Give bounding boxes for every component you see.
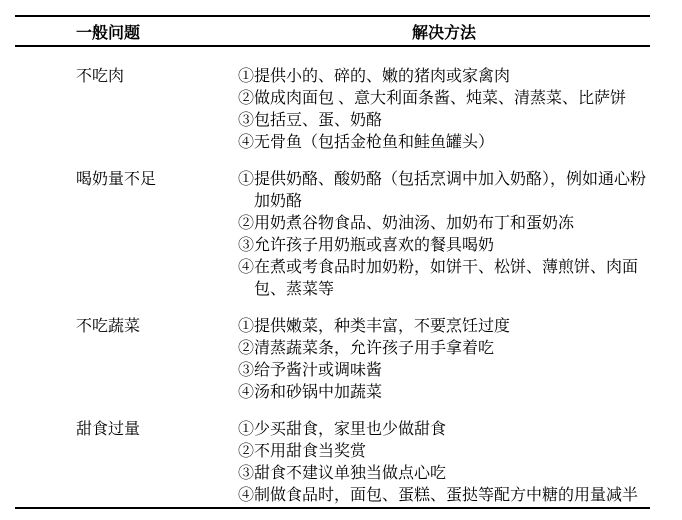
table-row (15, 169, 650, 301)
solution-line: ①提供小的、碎的、嫩的猪肉或家禽肉 (238, 68, 511, 85)
problem-cell: 不吃肉 (76, 68, 125, 85)
solutions-cell (238, 316, 650, 404)
solutions-cell (238, 66, 650, 154)
solution-line: ①提供嫩菜，种类丰富，不要烹饪过度 (238, 318, 511, 335)
table-body (15, 47, 650, 507)
solution-line: ②做成肉面包 、意大利面条酱、炖菜、清蒸菜、比萨饼 (238, 90, 627, 107)
solution-line: ③甜食不建议单独当做点心吃 (238, 465, 447, 482)
solution-line: ①提供奶酪、酸奶酪（包括烹调中加入奶酪），例如通心粉加奶酪 (238, 171, 647, 210)
solution-line: ④无骨鱼（包括金枪鱼和鲑鱼罐头） (238, 134, 495, 151)
problem-cell: 甜食过量 (76, 421, 141, 438)
solution-line: ①少买甜食，家里也少做甜食 (238, 421, 447, 438)
solution-line: ④汤和砂锅中加蔬菜 (238, 384, 383, 401)
solution-line: ③包括豆、蛋、奶酪 (238, 112, 383, 129)
solution-line: ③允许孩子用奶瓶或喜欢的餐具喝奶 (238, 237, 495, 254)
solution-line: ②清蒸蔬菜条，允许孩子用手拿着吃 (238, 340, 495, 357)
header-problem: 一般问题 (76, 24, 141, 42)
solutions-cell (238, 419, 650, 507)
table-row (15, 66, 650, 154)
solution-line: ②用奶煮谷物食品、奶油汤、加奶布丁和蛋奶冻 (238, 215, 575, 232)
solution-line: ④在煮或考食品时加奶粉，如饼干、松饼、薄煎饼、肉面包、蒸菜等 (238, 259, 639, 298)
solutions-cell (238, 169, 650, 301)
header-solution: 解决方法 (411, 24, 476, 42)
table-row (15, 419, 650, 507)
problem-cell: 不吃蔬菜 (76, 318, 141, 335)
solution-line: ③给予酱汁或调味酱 (238, 362, 383, 379)
problems-solutions-table (15, 15, 650, 509)
table-header-row (15, 17, 650, 47)
solution-line: ④制做食品时，面包、蛋糕、蛋挞等配方中糖的用量减半 (238, 487, 639, 504)
table-row (15, 316, 650, 404)
problem-cell: 喝奶量不足 (76, 171, 157, 188)
solution-line: ②不用甜食当奖赏 (238, 443, 367, 460)
